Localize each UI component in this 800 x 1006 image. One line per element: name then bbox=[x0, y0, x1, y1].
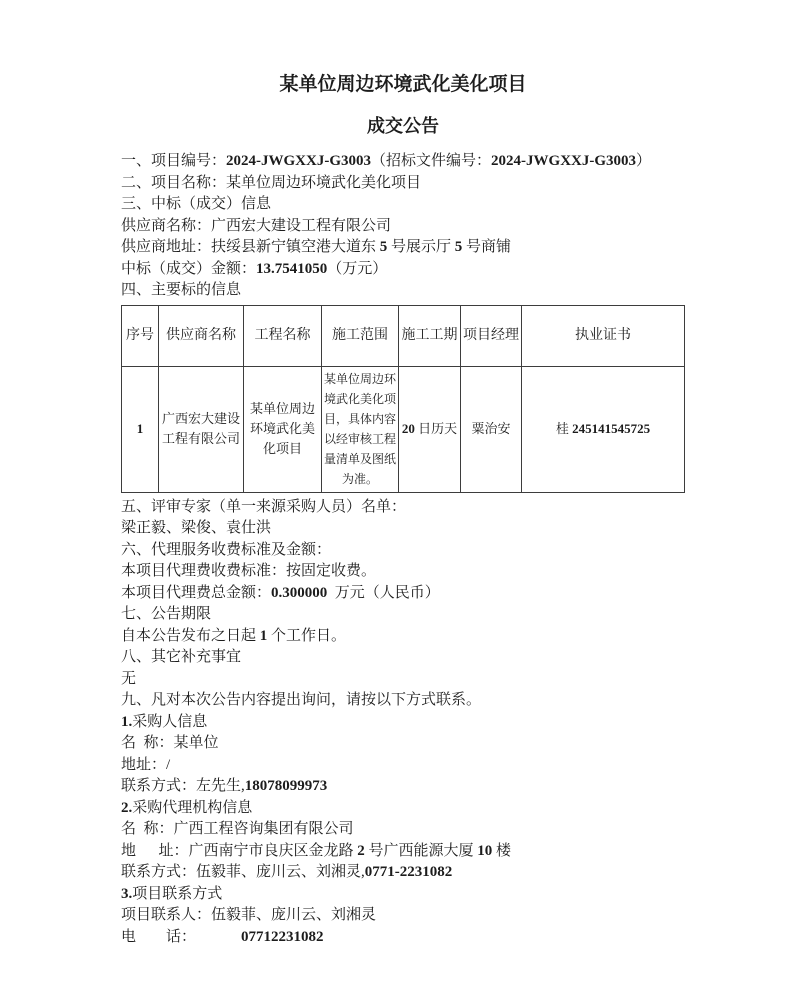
table-cell-manager: 粟治安 bbox=[461, 366, 522, 492]
table-header-supplier: 供应商名称 bbox=[159, 305, 244, 366]
heading-supplement: 八、其它补充事宜 bbox=[121, 649, 242, 665]
line-supplement-none: 无 bbox=[121, 670, 137, 687]
table-header-scope: 施工范围 bbox=[322, 305, 399, 366]
line-fee-total: 本项目代理费总金额：0.300000 万元（人民币） bbox=[121, 584, 440, 601]
document-subtitle: 成交公告 bbox=[367, 116, 439, 136]
heading-notice-period: 七、公告期限 bbox=[121, 606, 212, 622]
line-project-number: 一、项目编号：2024-JWGXXJ-G3003（招标文件编号：2024-JWGXXJ-G3003） bbox=[121, 153, 652, 169]
main-subject-table bbox=[121, 305, 685, 493]
heading-agency-info: 2.采购代理机构信息 bbox=[121, 799, 253, 816]
table-cell-index: 1 bbox=[122, 366, 159, 492]
line-supplier-address: 供应商地址：扶绥县新宁镇空港大道东 5 号展示厅 5 号商铺 bbox=[121, 239, 512, 255]
table-header-manager: 项目经理 bbox=[461, 305, 522, 366]
heading-contact-intro: 九、凡对本次公告内容提出询问，请按以下方式联系。 bbox=[121, 692, 482, 708]
table-header-duration: 施工工期 bbox=[399, 305, 461, 366]
heading-award-info: 三、中标（成交）信息 bbox=[121, 196, 272, 212]
table-cell-license: 桂 245141545725 bbox=[522, 366, 685, 492]
table-header-project-name: 工程名称 bbox=[244, 305, 322, 366]
table-header-row bbox=[122, 305, 685, 366]
table-row bbox=[122, 366, 685, 492]
table-cell-supplier: 广西宏大建设工程有限公司 bbox=[159, 366, 244, 492]
line-agency-name: 名 称：广西工程咨询集团有限公司 bbox=[121, 821, 354, 837]
line-notice-period: 自本公告发布之日起 1 个工作日。 bbox=[121, 627, 347, 644]
heading-project-contact: 3.项目联系方式 bbox=[121, 885, 223, 902]
heading-purchaser-info: 1.采购人信息 bbox=[121, 713, 208, 730]
line-project-phone: 电 话： 07712231082 bbox=[121, 928, 324, 945]
line-supplier-name: 供应商名称：广西宏大建设工程有限公司 bbox=[121, 217, 392, 234]
line-project-name: 二、项目名称：某单位周边环境武化美化项目 bbox=[121, 174, 422, 191]
line-purchaser-contact: 联系方式：左先生,18078099973 bbox=[121, 778, 328, 794]
heading-agency-fee: 六、代理服务收费标准及金额： bbox=[121, 541, 332, 558]
line-purchaser-address: 地址：/ bbox=[121, 756, 171, 773]
line-purchaser-name: 名 称：某单位 bbox=[121, 735, 219, 751]
document-title: 某单位周边环境武化美化项目 bbox=[279, 74, 527, 95]
table-header-license: 执业证书 bbox=[522, 305, 685, 366]
table-header-index: 序号 bbox=[122, 305, 159, 366]
line-agency-address: 地 址：广西南宁市良庆区金龙路 2 号广西能源大厦 10 楼 bbox=[121, 842, 512, 859]
line-project-contacts: 项目联系人：伍毅菲、庞川云、刘湘灵 bbox=[121, 907, 377, 923]
line-fee-standard: 本项目代理费收费标准：按固定收费。 bbox=[121, 563, 377, 579]
heading-main-subject: 四、主要标的信息 bbox=[121, 282, 242, 298]
line-agency-contact: 联系方式：伍毅菲、庞川云、刘湘灵,0771-2231082 bbox=[121, 864, 453, 880]
heading-review-experts: 五、评审专家（单一来源采购人员）名单： bbox=[121, 498, 407, 515]
line-expert-names: 梁正毅、梁俊、袁仕洪 bbox=[121, 520, 272, 536]
table-cell-project-name: 某单位周边环境武化美化项目 bbox=[244, 366, 322, 492]
table-cell-duration: 20 日历天 bbox=[399, 366, 461, 492]
line-award-amount: 中标（成交）金额：13.7541050（万元） bbox=[121, 260, 388, 277]
table-cell-scope: 某单位周边环境武化美化项目，具体内容以经审核工程量清单及图纸为准。 bbox=[322, 366, 399, 492]
